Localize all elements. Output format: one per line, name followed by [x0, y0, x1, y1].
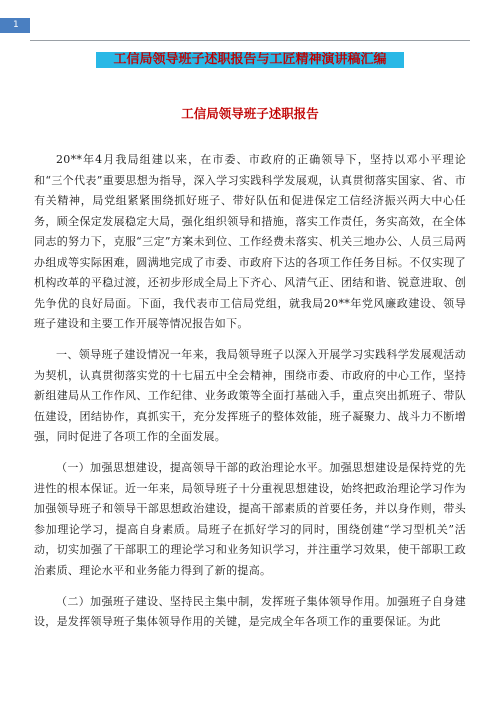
body-paragraph: 20**年4月我局组建以来，在市委、市政府的正确领导下，坚持以邓小平理论和“三个代表”重要思想为指导，深入学习实践科学发展观，认真贯彻落实国家、省、市有关精神，局党组紧紧围绕抓好班子、带好队伍和促进保定工信经济振兴两大中心任务，顾全保定发展稳定大局，强化组织领导和措施，落实工作责任，务实高效，在全体同志的努力下，克服“三定”方案未到位、工作经费未落实、机关三地办公、人员三局两办组成等实际困难，圆满地完成了市委、市政府下达的各项工作任务目标。不仅实现了机构改革的平稳过渡，还初步形成全局上下齐心、风清气正、团结和谐、锐意进取、创先争优的良好局面。下面，我代表市工信局党组，就我局20**年党风廉政建设、领导班子建设和主要工作开展等情况报告如下。 — [34, 153, 466, 330]
body-paragraph: （二）加强班子建设、坚持民主集中制，发挥班子集体领导作用。加强班子自身建设，是发挥领导班子集体领导作用的关键，是完成全年各项工作的重要保证。为此 — [34, 594, 466, 628]
document-body — [34, 150, 466, 643]
header-divider — [30, 40, 470, 41]
report-subtitle: 工信局领导班子述职报告 — [181, 106, 319, 121]
body-paragraph: （一）加强思想建设，提高领导干部的政治理论水平。加强思想建设是保持党的先进性的根本保证。近一年来，局领导班子十分重视思想建设，始终把政治理论学习作为加强领导班子和领导干部思想政治建设，提高干部素质的首要任务，并以身作则，带头参加理论学习，提高自身素质。局班子在抓好学习的同时，围绕创建“学习型机关”活动，切实加强了干部职工的理论学习和业务知识学习，并注重学习效果，使干部职工政治素质、理论水平和业务能力得到了新的提高。 — [34, 461, 466, 577]
body-paragraph: 一、领导班子建设情况一年来，我局领导班子以深入开展学习实践科学发展观活动为契机，认真贯彻落实党的十七届五中全会精神，围绕市委、市政府的中心工作，坚持新组建局从工作作风、工作纪律、业务政策等全面打基础入手，重点突出抓班子、带队伍建设，团结协作，真抓实干，充分发挥班子的整体效能，班子凝聚力、战斗力不断增强，同时促进了各项工作的全面发展。 — [34, 348, 466, 443]
page-number-badge: 1 — [0, 18, 30, 33]
document-banner-title: 工信局领导班子述职报告与工匠精神演讲稿汇编 — [96, 52, 404, 68]
